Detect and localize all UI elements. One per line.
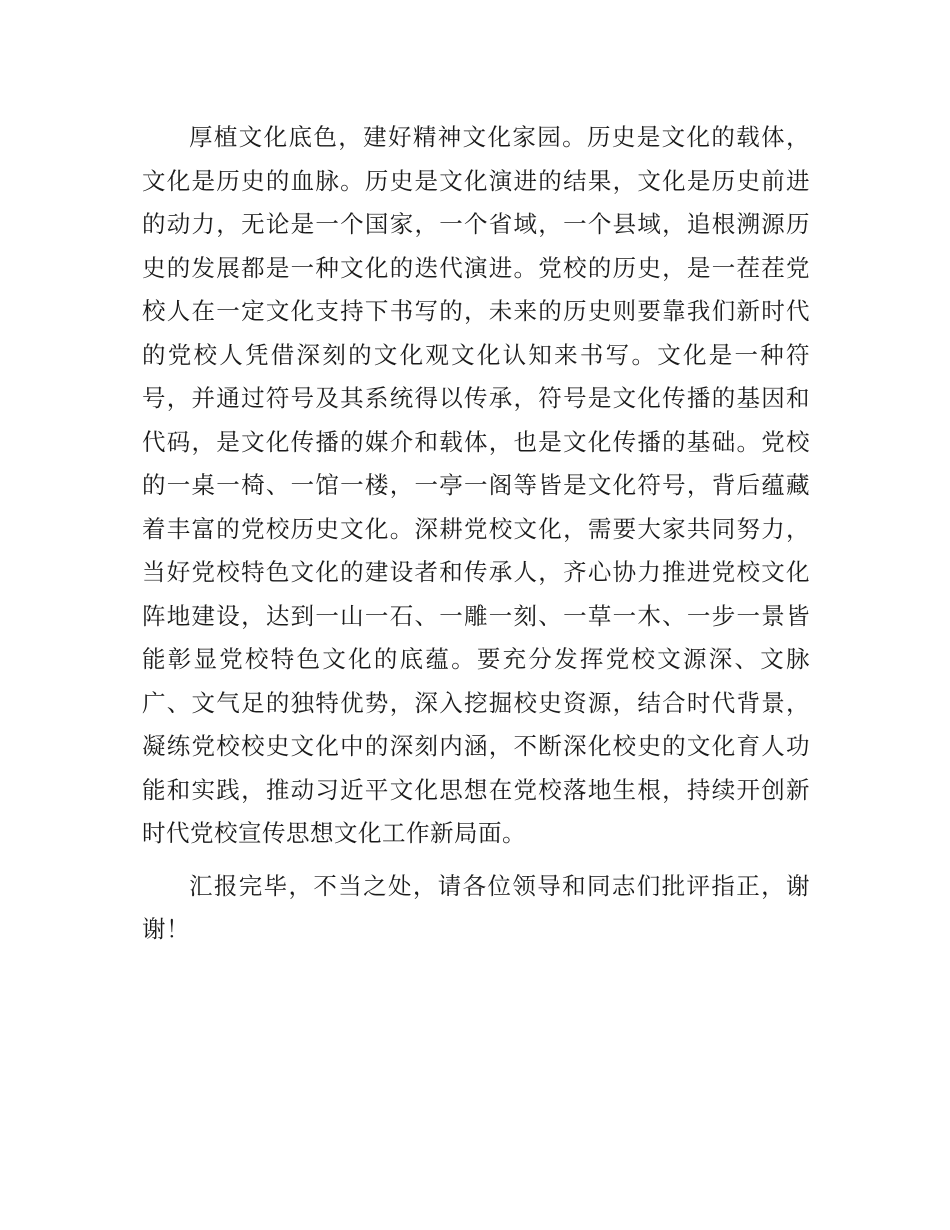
paragraph-closing: 汇报完毕，不当之处，请各位领导和同志们批评指正，谢谢！ [142,871,810,943]
paragraph-culture: 厚植文化底色，建好精神文化家园。历史是文化的载体，文化是历史的血脉。历史是文化演进的结果，文化是历史前进的动力，无论是一个国家，一个省域，一个县域，追根溯源历史的发展都是一种文化的迭代演进。党校的历史，是一茬茬党校人在一定文化支持下书写的，未来的历史则要靠我们新时代的党校人凭借深刻的文化观文化认知来书写。文化是一种符号，并通过符号及其系统得以传承，符号是文化传播的基因和代码，是文化传播的媒介和载体，也是文化传播的基础。党校的一桌一椅、一馆一楼，一亭一阁等皆是文化符号，背后蕴藏着丰富的党校历史文化。深耕党校文化，需要大家共同努力，当好党校特色文化的建设者和传承人，齐心协力推进党校文化阵地建设，达到一山一石、一雕一刻、一草一木、一步一景皆能彰显党校特色文化的底蕴。要充分发挥党校文源深、文脉广、文气足的独特优势，深入挖掘校史资源，结合时代背景，凝练党校校史文化中的深刻内涵，不断深化校史的文化育人功能和实践，推动习近平文化思想在党校落地生根，持续开创新时代党校宣传思想文化工作新局面。 [142,123,810,847]
document-body [142,116,810,952]
